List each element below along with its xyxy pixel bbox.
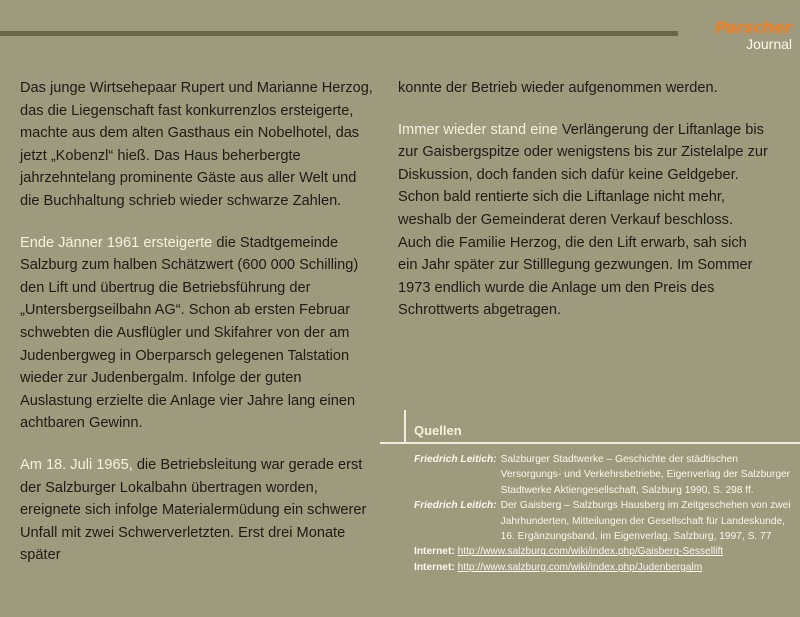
source-link-row — [414, 560, 800, 575]
sources-list — [414, 452, 800, 575]
source-text: Salzburger Stadtwerke – Geschichte der städtischen Versorgungs- und Verkehrsbetriebe, Eigenverlag der Salzburger Stadtwerke Aktiengesellschaft, Salzburg 1990, S. 298 ff. — [500, 454, 791, 496]
paragraph-extension — [398, 119, 768, 322]
sources-horizontal-rule — [380, 442, 800, 444]
source-link-row — [414, 544, 800, 559]
paragraph-1961-lead: Ende Jänner 1961 ersteigerte — [20, 234, 213, 251]
paragraph-extension-lead: Immer wieder stand eine — [398, 121, 558, 138]
logo-brand: Parscher — [715, 18, 792, 37]
right-column — [398, 77, 768, 341]
judenbergalm-link[interactable]: http://www.salzburg.com/wiki/index.php/Judenbergalm — [457, 561, 703, 573]
paragraph-1965 — [20, 454, 375, 567]
paragraph-1961-text: die Stadtgemeinde Salzburg zum halben Schätzwert (600 000 Schilling) den Lift und übertrug die Betriebsführung der „Untersbergseilbahn AG“. Schon ab ersten Februar schwebten die Ausflügler und Skifahrer von der am Judenbergweg in Oberparsch gelegenen Talstation wieder zur Judenbergalm. Infolge der guten Auslastung erzielte die Anlage vier Jahre lang einen achtbaren Gewinn. — [20, 234, 359, 432]
sources-box — [380, 410, 800, 617]
paragraph-extension-text: Verlängerung der Liftanlage bis zur Gaisbergspitze oder wenigstens bis zur Zistelalpe zur Diskussion, doch fanden sich dafür keine Geldgeber. Schon bald rentierte sich die Liftanlage nicht mehr, weshalb der Gemeinderat deren Verkauf beschloss. Auch die Familie Herzog, die den Lift erwarb, sah sich ein Jahr später zur Stilllegung gezwungen. Im Sommer 1973 endlich wurde die Anlage um den Preis des Schrottwerts abgetragen. — [398, 121, 768, 319]
source-author: Friedrich Leitich: — [414, 500, 497, 512]
header-rule — [0, 31, 678, 36]
source-link-label: Internet: — [414, 546, 455, 558]
journal-logo — [715, 20, 792, 51]
sources-title: Quellen — [414, 423, 462, 438]
paragraph-herzog: Das junge Wirtsehepaar Rupert und Marianne Herzog, das die Liegenschaft fast konkurrenzlos ersteigerte, machte aus dem alten Gasthaus ein Nobelhotel, das jetzt „Kobenzl“ hieß. Das Haus beherbergte jahrzehntelang prominente Gäste aus aller Welt und die Buchhaltung schrieb wieder schwarze Zahlen. — [20, 80, 373, 209]
paragraph-1965-text: die Betriebsleitung war gerade erst der Salzburger Lokalbahn übertragen worden, ereignete sich infolge Materialermüdung ein schwerer Unfall mit zwei Schwerverletzten. Erst drei Monate später — [20, 456, 367, 564]
source-ref — [414, 452, 800, 498]
left-column — [20, 77, 375, 586]
paragraph-1965-lead: Am 18. Juli 1965, — [20, 456, 133, 473]
source-text: Der Gaisberg – Salzburgs Hausberg im Zeitgeschehen von zwei Jahrhunderten, Mitteilungen der Gesellschaft für Landeskunde, 16. Ergänzungsband, im Eigenverlag, Salzburg, 1997, S. 77 — [500, 500, 791, 543]
source-ref — [414, 498, 800, 544]
paragraph-continuation: konnte der Betrieb wieder aufgenommen werden. — [398, 80, 718, 96]
sources-vertical-rule — [404, 410, 406, 442]
source-author: Friedrich Leitich: — [414, 454, 497, 465]
logo-subtitle: Journal — [746, 36, 792, 52]
gaisberg-sessellift-link[interactable]: http://www.salzburg.com/wiki/index.php/Gaisberg-Sessellift — [457, 546, 724, 558]
source-link-label: Internet: — [414, 561, 455, 573]
paragraph-1961 — [20, 232, 375, 435]
